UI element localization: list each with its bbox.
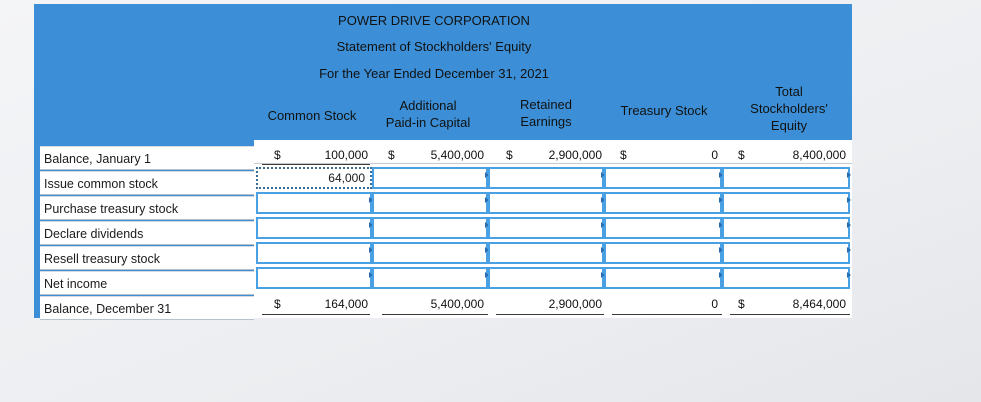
input-tick: [847, 222, 851, 228]
end-apic-value: 5,400,000: [430, 297, 484, 311]
double-underline: [382, 314, 488, 315]
end-treasury-value: 0: [711, 297, 718, 311]
period-title: For the Year Ended December 31, 2021: [319, 66, 549, 81]
dollar-sign: $: [388, 148, 395, 162]
input-issue-retained[interactable]: [488, 167, 604, 189]
input-netincome-apic[interactable]: [372, 267, 488, 289]
input-tick: [847, 247, 851, 253]
end-common-value: 164,000: [324, 297, 368, 311]
col-retained-line2: Earnings: [520, 114, 572, 129]
begin-common-value: 100,000: [324, 148, 368, 162]
input-issue-common-stock[interactable]: [256, 167, 372, 189]
begin-total-value: 8,400,000: [792, 148, 846, 162]
input-tick: [847, 272, 851, 278]
double-underline: [730, 314, 850, 315]
input-purchase-common[interactable]: [256, 192, 372, 214]
input-dividends-total[interactable]: [722, 217, 850, 239]
double-underline: [262, 314, 370, 315]
double-underline: [496, 314, 604, 315]
end-total-value: 8,464,000: [792, 297, 846, 311]
dollar-sign: $: [738, 148, 745, 162]
col-common-stock: Common Stock: [267, 108, 357, 123]
dollar-sign: $: [506, 148, 513, 162]
col-apic-line1: Additional: [399, 98, 457, 113]
input-purchase-apic[interactable]: [372, 192, 488, 214]
underline: [262, 164, 370, 165]
input-value: 64,000: [328, 171, 365, 185]
input-dividends-treasury[interactable]: [604, 217, 722, 239]
row-label-issue-common: Issue common stock: [40, 171, 254, 195]
dollar-sign: $: [738, 297, 745, 311]
statement-title: Statement of Stockholders' Equity: [336, 39, 532, 54]
col-apic-line2: Paid-in Capital: [385, 115, 471, 130]
end-retained-value: 2,900,000: [548, 297, 602, 311]
begin-apic-value: 5,400,000: [430, 148, 484, 162]
begin-treasury-value: 0: [711, 148, 718, 162]
row-label-balance-dec: Balance, December 31: [40, 296, 254, 320]
input-purchase-total[interactable]: [722, 192, 850, 214]
input-purchase-retained[interactable]: [488, 192, 604, 214]
input-purchase-treasury[interactable]: [604, 192, 722, 214]
input-tick: [847, 197, 851, 203]
input-resell-total[interactable]: [722, 242, 850, 264]
stockholders-equity-worksheet: [34, 4, 852, 318]
input-resell-common[interactable]: [256, 242, 372, 264]
input-netincome-total[interactable]: [722, 267, 850, 289]
row-label-balance-jan: Balance, January 1: [40, 146, 254, 170]
row-label-resell-treasury: Resell treasury stock: [40, 246, 254, 270]
input-dividends-common[interactable]: [256, 217, 372, 239]
col-total-line2: Stockholders': [750, 101, 828, 116]
input-issue-total[interactable]: [722, 167, 850, 189]
col-total-line3: Equity: [770, 118, 808, 133]
row-label-declare-dividends: Declare dividends: [40, 221, 254, 245]
input-issue-treasury[interactable]: [604, 167, 722, 189]
input-resell-apic[interactable]: [372, 242, 488, 264]
input-resell-retained[interactable]: [488, 242, 604, 264]
input-tick: [847, 172, 851, 178]
dollar-sign: $: [620, 148, 627, 162]
col-retained-line1: Retained: [519, 97, 573, 112]
col-treasury-stock: Treasury Stock: [620, 103, 708, 118]
double-underline: [612, 314, 722, 315]
col-total-line1: Total: [775, 84, 803, 99]
input-netincome-treasury[interactable]: [604, 267, 722, 289]
row-label-net-income: Net income: [40, 271, 254, 295]
input-netincome-common[interactable]: [256, 267, 372, 289]
input-issue-apic[interactable]: [372, 167, 488, 189]
dollar-sign: $: [274, 148, 281, 162]
row-label-purchase-treasury: Purchase treasury stock: [40, 196, 254, 220]
begin-retained-value: 2,900,000: [548, 148, 602, 162]
company-title: POWER DRIVE CORPORATION: [338, 13, 530, 28]
dollar-sign: $: [274, 297, 281, 311]
input-netincome-retained[interactable]: [488, 267, 604, 289]
input-dividends-apic[interactable]: [372, 217, 488, 239]
input-resell-treasury[interactable]: [604, 242, 722, 264]
input-dividends-retained[interactable]: [488, 217, 604, 239]
